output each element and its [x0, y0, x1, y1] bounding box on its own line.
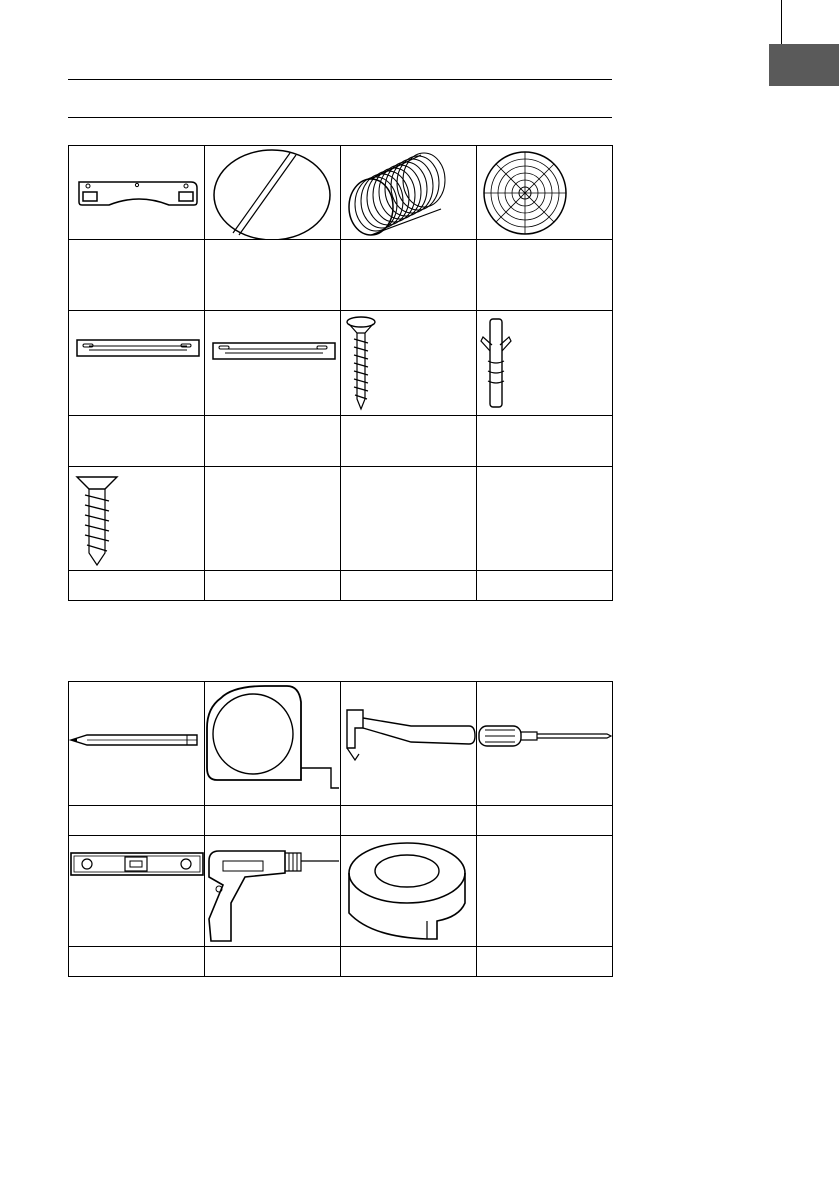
accessory-label — [205, 416, 341, 467]
tool-cell — [341, 682, 477, 806]
accessory-cell — [341, 467, 477, 571]
tool-cell — [205, 682, 341, 806]
accessory-cell — [205, 146, 341, 240]
accessory-cell — [69, 146, 205, 240]
tape-roll-icon — [341, 837, 476, 945]
language-tab — [769, 44, 839, 86]
short-screw-icon — [69, 469, 204, 569]
tool-label — [69, 947, 205, 977]
tool-label — [205, 947, 341, 977]
wall-bracket-icon — [69, 147, 204, 239]
wall-anchor-icon — [477, 313, 612, 413]
accessory-label — [205, 571, 341, 601]
accessory-cell — [205, 311, 341, 416]
accessory-cell — [69, 311, 205, 416]
exhaust-hose-icon — [341, 147, 476, 239]
accessory-cell — [69, 467, 205, 571]
window-seal-plate-icon — [205, 147, 340, 239]
long-screw-icon — [341, 313, 476, 413]
accessory-label — [341, 240, 477, 311]
tool-cell — [341, 836, 477, 947]
tool-label — [205, 806, 341, 836]
accessory-label — [69, 240, 205, 311]
accessories-table — [68, 145, 613, 601]
accessory-cell — [477, 146, 613, 240]
accessory-label — [341, 416, 477, 467]
tools-table — [68, 681, 613, 977]
tool-cell — [477, 836, 613, 947]
tool-label — [477, 806, 613, 836]
accessory-label — [205, 240, 341, 311]
accessory-cell — [477, 467, 613, 571]
tool-cell — [69, 836, 205, 947]
tool-cell — [477, 682, 613, 806]
tool-label — [477, 947, 613, 977]
tool-label — [341, 806, 477, 836]
accessory-label — [69, 571, 205, 601]
rail-bracket-2-icon — [205, 313, 340, 413]
accessory-cell — [205, 467, 341, 571]
tool-cell — [205, 836, 341, 947]
drill-icon — [205, 837, 340, 945]
tool-label — [341, 947, 477, 977]
accessory-label — [477, 240, 613, 311]
accessory-cell — [341, 146, 477, 240]
rail-bracket-icon — [69, 313, 204, 413]
section-rule-top — [68, 79, 612, 80]
spirit-level-icon — [69, 837, 204, 945]
accessory-label — [477, 571, 613, 601]
tool-cell — [69, 682, 205, 806]
hammer-icon — [341, 684, 476, 804]
accessory-cell — [341, 311, 477, 416]
accessory-label — [341, 571, 477, 601]
accessory-cell — [477, 311, 613, 416]
accessory-label — [69, 416, 205, 467]
tool-label — [69, 806, 205, 836]
tape-measure-icon — [205, 684, 340, 804]
section-rule-bottom — [68, 117, 612, 118]
pencil-icon — [69, 684, 204, 804]
grille-icon — [477, 147, 612, 239]
accessory-label — [477, 416, 613, 467]
screwdriver-icon — [477, 684, 612, 804]
